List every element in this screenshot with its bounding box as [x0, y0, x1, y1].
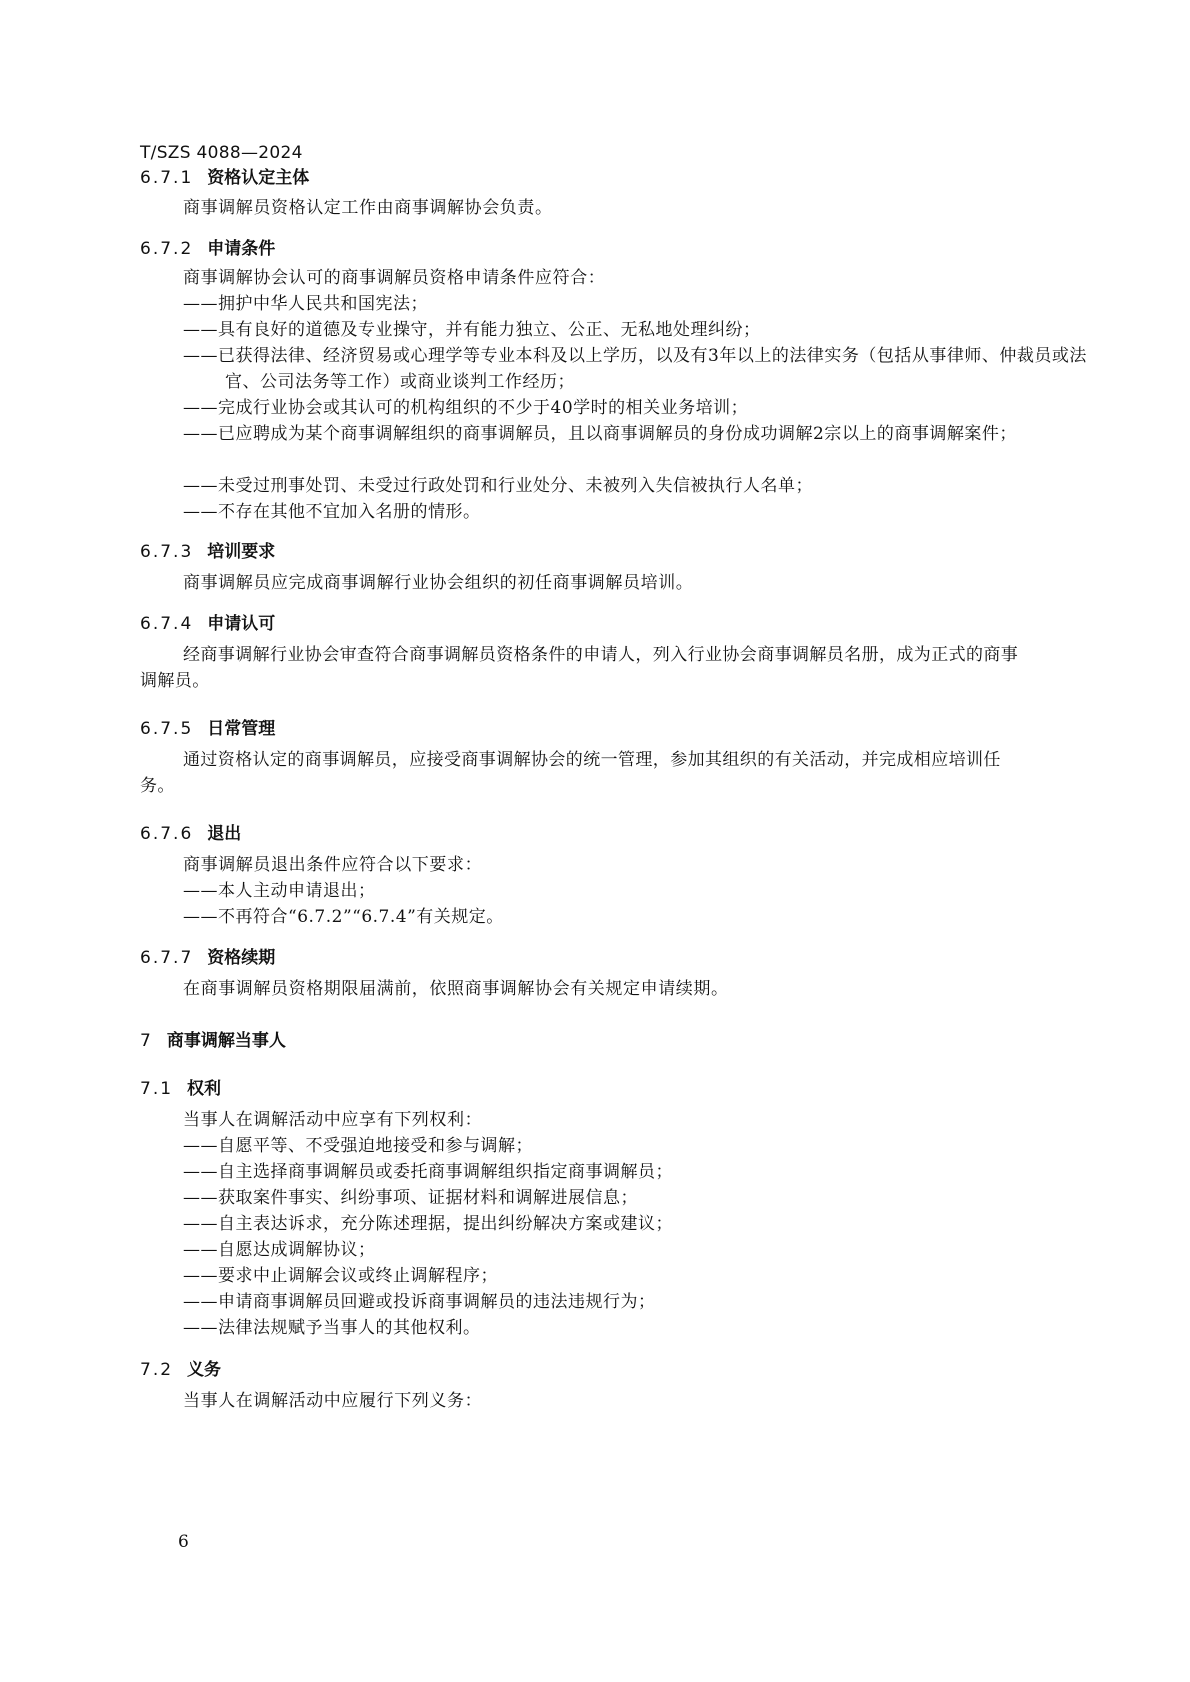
section-number: 6.7.4 [140, 614, 194, 634]
section-number: 6.7.5 [140, 719, 194, 739]
section-title: 申请认可 [207, 614, 276, 634]
paragraph-intro: 商事调解员退出条件应符合以下要求： [183, 855, 483, 875]
section-number: 6.7.3 [140, 542, 194, 562]
section-number: 6.7.7 [140, 948, 194, 968]
list-item: ——未受过刑事处罚、未受过行政处罚和行业处分、未被列入失信被执行人名单； [183, 476, 813, 496]
paragraph: 通过资格认定的商事调解员，应接受商事调解协会的统一管理，参加其组织的有关活动，并完成相应培训任务。 [140, 750, 1001, 796]
paragraph: 商事调解员应完成商事调解行业协会组织的初任商事调解员培训。 [183, 573, 694, 593]
section-title: 资格续期 [207, 948, 276, 968]
list-item: ——拥护中华人民共和国宪法； [183, 294, 428, 314]
list-item: ——法律法规赋予当事人的其他权利。 [183, 1318, 481, 1338]
section-title: 义务 [187, 1360, 222, 1380]
paragraph: 经商事调解行业协会审查符合商事调解员资格条件的申请人，列入行业协会商事调解员名册，成为正式的商事调解员。 [140, 645, 1019, 691]
heading-7-2 [140, 1355, 221, 1380]
section-number: 7 [140, 1031, 153, 1051]
section-title: 退出 [207, 824, 242, 844]
paragraph: 在商事调解员资格期限届满前，依照商事调解协会有关规定申请续期。 [183, 979, 729, 999]
heading-6-7-4 [140, 609, 275, 634]
list-item: ——获取案件事实、纠纷事项、证据材料和调解进展信息； [183, 1188, 638, 1208]
section-title: 培训要求 [207, 542, 276, 562]
section-number: 6.7.1 [140, 168, 194, 188]
list-item: ——已应聘成为某个商事调解组织的商事调解员，且以商事调解员的身份成功调解2宗以上的商事调解案件； [183, 424, 1017, 444]
section-number: 7.2 [140, 1360, 174, 1380]
section-number: 6.7.2 [140, 239, 194, 259]
paragraph-intro: 当事人在调解活动中应履行下列义务： [183, 1391, 483, 1411]
heading-6-7-5 [140, 714, 275, 739]
section-title: 商事调解当事人 [166, 1031, 286, 1051]
list-item: ——自主表达诉求，充分陈述理据，提出纠纷解决方案或建议； [183, 1214, 673, 1234]
list-item: ——已获得法律、经济贸易或心理学等专业本科及以上学历，以及有3年以上的法律实务（包括从事律师、仲裁员或法官、公司法务等工作）或商业谈判工作经历； [183, 346, 1087, 392]
heading-7-1 [140, 1074, 221, 1099]
heading-7 [140, 1026, 286, 1051]
heading-6-7-7 [140, 943, 275, 968]
heading-6-7-3 [140, 537, 275, 562]
list-item: ——完成行业协会或其认可的机构组织的不少于40学时的相关业务培训； [183, 398, 749, 418]
section-title: 资格认定主体 [207, 168, 310, 188]
list-item: ——申请商事调解员回避或投诉商事调解员的违法违规行为； [183, 1292, 656, 1312]
list-item: ——自愿达成调解协议； [183, 1240, 376, 1260]
paragraph-intro: 当事人在调解活动中应享有下列权利： [183, 1110, 483, 1130]
section-title: 权利 [187, 1079, 222, 1099]
list-item: ——本人主动申请退出； [183, 881, 376, 901]
list-item: ——自主选择商事调解员或委托商事调解组织指定商事调解员； [183, 1162, 673, 1182]
list-item: ——具有良好的道德及专业操守，并有能力独立、公正、无私地处理纠纷； [183, 320, 761, 340]
paragraph: 商事调解员资格认定工作由商事调解协会负责。 [183, 198, 553, 218]
list-item: ——不再符合“6.7.2”“6.7.4”有关规定。 [183, 907, 504, 927]
section-number: 6.7.6 [140, 824, 194, 844]
heading-6-7-1 [140, 163, 309, 188]
heading-6-7-6 [140, 819, 241, 844]
paragraph-intro: 商事调解协会认可的商事调解员资格申请条件应符合： [183, 268, 606, 288]
list-item: ——要求中止调解会议或终止调解程序； [183, 1266, 498, 1286]
heading-6-7-2 [140, 234, 275, 259]
standard-code: T/SZS 4088—2024 [140, 143, 303, 163]
section-title: 申请条件 [207, 239, 276, 259]
section-number: 7.1 [140, 1079, 174, 1099]
list-item: ——自愿平等、不受强迫地接受和参与调解； [183, 1136, 533, 1156]
list-item: ——不存在其他不宜加入名册的情形。 [183, 502, 481, 522]
page-number: 6 [178, 1532, 189, 1552]
section-title: 日常管理 [207, 719, 276, 739]
